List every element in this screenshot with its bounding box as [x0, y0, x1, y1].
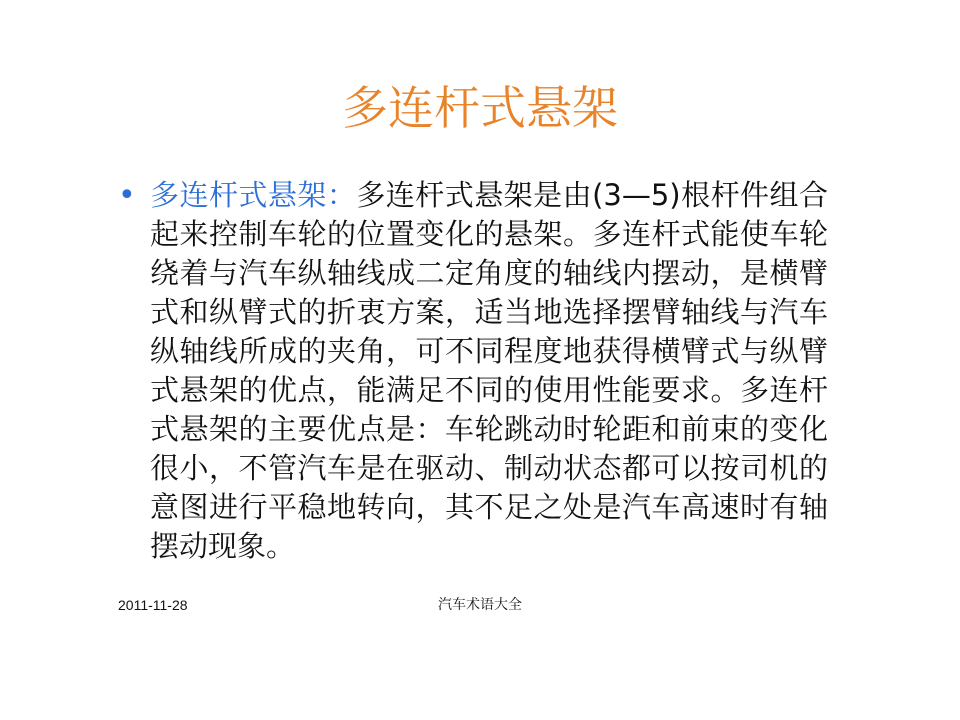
slide-title: 多连杆式悬架	[342, 81, 618, 135]
bullet-icon: •	[118, 178, 136, 213]
footer-title: 汽车术语大全	[438, 597, 522, 613]
footer-date: 2011-11-28	[118, 597, 188, 613]
body-text: 多连杆式悬架是由(3—5)根杆件组合起来控制车轮的位置变化的悬架。多连杆式能使车轮绕着与汽车纵轴线成二定角度的轴线内摆动，是横臂式和纵臂式的折衷方案，适当地选择摆臂轴线与汽车纵轴线所成的夹角，可不同程度地获得横臂式与纵臂式悬架的优点，能满足不同的使用性能要求。多连杆式悬架的主要优点是：车轮跳动时轮距和前束的变化很小，不管汽车是在驱动、制动状态都可以按司机的意图进行平稳地转向，其不足之处是汽车高速时有轴摆动现象。	[150, 178, 828, 563]
bullet-item	[118, 176, 828, 566]
lead-term: 多连杆式悬架：	[150, 178, 357, 212]
bullet-paragraph	[150, 176, 828, 566]
